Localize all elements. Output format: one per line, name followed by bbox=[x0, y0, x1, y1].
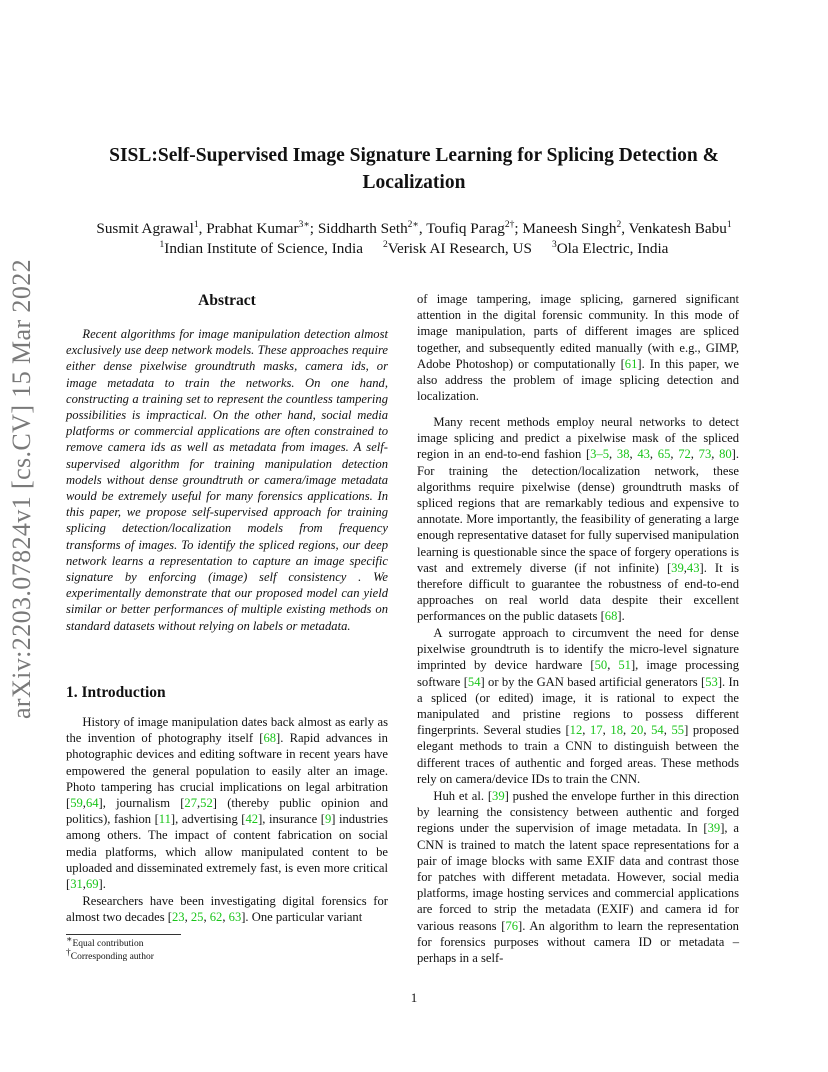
citation-link[interactable]: 54 bbox=[651, 723, 664, 738]
text-run: Huh et al. [ bbox=[433, 789, 493, 803]
citation-link[interactable]: 64 bbox=[85, 796, 99, 811]
text-run: ]. In this paper, we also address the problem of image splicing detection and localization. bbox=[417, 356, 739, 404]
abstract-heading: Abstract bbox=[198, 292, 256, 309]
affiliation bbox=[160, 240, 363, 257]
affiliation bbox=[383, 240, 532, 257]
text-run: ]. An algorithm to learn the representation for forensics purposes without camera ID or metadata – perhaps in a self- bbox=[417, 918, 739, 966]
citation-link[interactable]: 68 bbox=[263, 731, 277, 746]
author-separator: , bbox=[198, 220, 207, 237]
arxiv-stamp bbox=[2, 258, 42, 720]
intro-paragraph bbox=[66, 893, 388, 925]
author-separator: , bbox=[621, 220, 629, 237]
citation-link[interactable]: 51 bbox=[618, 658, 631, 673]
citation-link[interactable]: 62 bbox=[209, 910, 223, 925]
citation-link[interactable]: 72 bbox=[678, 447, 691, 462]
citation-link[interactable]: 11 bbox=[158, 812, 171, 827]
citation-link[interactable]: 68 bbox=[604, 609, 618, 624]
footnote-divider bbox=[66, 934, 181, 935]
body-paragraph bbox=[417, 625, 739, 787]
text-run: A surrogate approach to circumvent the need for dense pixelwise groundtruth is to identify the micro-level signature imprinted by device hardware [ bbox=[417, 626, 739, 673]
text-run: , bbox=[582, 723, 591, 738]
citation-link[interactable]: 55 bbox=[671, 723, 685, 738]
author-name: Venkatesh Babu bbox=[628, 220, 727, 237]
text-run: ], insurance [ bbox=[258, 812, 325, 827]
text-run: ], a CNN is trained to match the latent space representations for a pair of image blocks with same EXIF data and contrast those for patches with different metadata. However, social media platforms, image hosting services and commercial applications are forced to strip the metadata (EXIF) and camera id for various reasons [ bbox=[417, 821, 739, 933]
text-run: , bbox=[690, 447, 699, 462]
citation-link[interactable]: 39 bbox=[671, 560, 684, 575]
citation-link[interactable]: 3–5 bbox=[590, 447, 610, 462]
footnote-mark: † bbox=[66, 947, 71, 958]
paper-title bbox=[60, 142, 768, 196]
text-run: , bbox=[184, 910, 191, 925]
intro-paragraph bbox=[66, 714, 388, 892]
author-separator: ; bbox=[309, 220, 318, 237]
text-run: Researchers have been investigating digital forensics for almost two decades [ bbox=[66, 894, 388, 925]
text-run: ]. Rapid advances in photographic devices and editing software in recent years have empowered the general population to easily alter an image. Photo tampering has crucial implications on legal arbitration [ bbox=[66, 731, 388, 811]
text-run: , bbox=[711, 447, 720, 462]
author-affiliation-mark: 3∗ bbox=[298, 219, 310, 230]
affiliation-name: Ola Electric, India bbox=[556, 240, 669, 257]
citation-link[interactable]: 53 bbox=[705, 674, 718, 689]
citation-link[interactable]: 25 bbox=[190, 910, 204, 925]
text-run: , bbox=[82, 796, 86, 811]
citation-link[interactable]: 27 bbox=[184, 796, 198, 811]
text-run: , bbox=[622, 723, 631, 738]
body-paragraph bbox=[417, 788, 739, 966]
text-run: ]. For training the detection/localization network, these algorithms require pixelwise (dense) groundtruth masks of spliced regions that are remarkably tedious and expensive to annotate. More importantly, the feasibility of generating a large enough representative dataset for fully supervised manipulation learning is questionable since the space of forgery operations is vast and extremely diverse (if not infinite) [ bbox=[417, 447, 740, 575]
citation-link[interactable]: 39 bbox=[707, 821, 721, 836]
citation-link[interactable]: 43 bbox=[686, 560, 700, 575]
text-run: ]. In a spliced (or edited) image, it is rational to expect the manipulated and pristine regions to possess different fingerprints. Several studies [ bbox=[417, 674, 739, 738]
affiliation-mark: 3 bbox=[551, 239, 557, 250]
text-run: ]. One particular variant bbox=[241, 910, 363, 925]
author-affiliation-mark: 2∗ bbox=[407, 219, 419, 230]
text-run: , bbox=[663, 723, 672, 738]
citation-link[interactable]: 73 bbox=[698, 447, 712, 462]
author-affiliation-mark: 1 bbox=[726, 219, 732, 230]
citation-link[interactable]: 39 bbox=[492, 789, 505, 803]
footnote-equal-contribution bbox=[66, 934, 144, 950]
citation-link[interactable]: 52 bbox=[200, 796, 213, 811]
text-run: , bbox=[609, 447, 617, 462]
author-affiliation-mark: 1 bbox=[193, 219, 199, 230]
text-run: , bbox=[203, 910, 210, 925]
text-run: , bbox=[649, 447, 658, 462]
text-run: ]. bbox=[617, 609, 625, 624]
text-run: ] pushed the envelope further in this direction by learning the consistency between authentic and forged regions under the supervision of image metadata. In [ bbox=[417, 789, 739, 836]
author-name: Toufiq Parag bbox=[426, 220, 505, 237]
text-run: , bbox=[82, 877, 86, 892]
section-heading-introduction: 1. Introduction bbox=[66, 684, 166, 701]
citation-link[interactable]: 59 bbox=[70, 796, 83, 811]
text-run: ]. bbox=[98, 877, 106, 892]
citation-link[interactable]: 61 bbox=[624, 356, 638, 371]
author-separator: , bbox=[418, 220, 427, 237]
body-paragraph bbox=[417, 414, 739, 625]
affiliation bbox=[552, 240, 669, 257]
affiliation-mark: 1 bbox=[159, 239, 165, 250]
author-name: Siddharth Seth bbox=[317, 220, 408, 237]
citation-link[interactable]: 80 bbox=[719, 447, 732, 462]
citation-link[interactable]: 20 bbox=[630, 723, 644, 738]
footnote-corresponding-author bbox=[66, 947, 154, 963]
citation-link[interactable]: 50 bbox=[594, 658, 608, 673]
citation-link[interactable]: 69 bbox=[85, 877, 99, 892]
affiliation-list bbox=[40, 239, 788, 259]
citation-link[interactable]: 42 bbox=[245, 812, 259, 827]
text-run: ] proposed elegant methods to train a CNN to distinguish between the different traces of authentic and forged areas. These methods rely on camera/device IDs to train the CNN. bbox=[417, 723, 740, 786]
text-run: , bbox=[629, 447, 638, 462]
citation-link[interactable]: 23 bbox=[171, 910, 185, 925]
footnote-text: Equal contribution bbox=[72, 939, 144, 949]
citation-link[interactable]: 18 bbox=[610, 723, 623, 738]
text-run: of image tampering, image splicing, garnered significant attention in the digital forensic community. In this mode of image manipulation, parts of different images are spliced together, and subsequently edited manually (with e.g., GIMP, Adobe Photoshop) or computationally [ bbox=[417, 292, 739, 371]
text-run: , bbox=[222, 910, 229, 925]
citation-link[interactable]: 65 bbox=[657, 447, 671, 462]
text-run: , bbox=[683, 560, 687, 575]
body-paragraph bbox=[417, 291, 739, 404]
citation-link[interactable]: 9 bbox=[324, 812, 332, 827]
citation-link[interactable]: 76 bbox=[505, 918, 519, 933]
text-run: Many recent methods employ neural networks to detect image splicing and predict a pixelwise mask of the spliced region in an end-to-end fashion [ bbox=[417, 415, 739, 462]
text-run: , bbox=[643, 723, 652, 738]
abstract-text: Recent algorithms for image manipulation detection almost exclusively use deep network models. These approaches require either dense pixelwise groundtruth masks, camera ids, or image metadata to train the networks. On one hand, constructing a training set to represent the countless tampering possibilities is impractical. On the other hand, social media platforms or commercial applications are often constrained to remove camera ids as well as metadata from images. A self-supervised algorithm for training manipulation detection models without dense groundtruth or camera/image metadata would be extremely useful for many forensics applications. In this paper, we propose self-supervised approach for training splicing detection/localization models from frequency transforms of images. To identify the spliced regions, our deep network learns a representation to capture an image specific signature by enforcing (image) self consistency . We experimentally demonstrate that our proposed model can yield similar or better performances of multiple existing methods on standard datasets without relying on labels or metadata. bbox=[66, 327, 388, 633]
author-name: Susmit Agrawal bbox=[96, 220, 194, 237]
title-line-2: Localization bbox=[362, 172, 466, 193]
footnote-mark: ∗ bbox=[66, 934, 73, 945]
citation-link[interactable]: 63 bbox=[228, 910, 242, 925]
text-run: ], image processing software [ bbox=[417, 658, 740, 689]
arxiv-id[interactable]: arXiv:2203.07824v1 [cs.CV] 15 Mar 2022 bbox=[7, 258, 36, 720]
title-line-1: SISL:Self-Supervised Image Signature Learning for Splicing Detection & bbox=[109, 145, 719, 166]
author-list bbox=[40, 219, 788, 239]
text-run: , bbox=[602, 723, 611, 738]
text-run: ], journalism [ bbox=[98, 796, 185, 811]
text-run: ] (thereby public opinion and politics), fashion [ bbox=[66, 796, 388, 827]
affiliation-name: Indian Institute of Science, India bbox=[164, 240, 363, 257]
citation-link[interactable]: 43 bbox=[637, 447, 650, 462]
author-name: Prabhat Kumar bbox=[206, 220, 299, 237]
text-run: ], advertising [ bbox=[170, 812, 246, 827]
page-number: 1 bbox=[410, 990, 418, 1005]
affiliation-name: Verisk AI Research, US bbox=[387, 240, 532, 257]
citation-link[interactable]: 17 bbox=[590, 723, 603, 738]
author-separator: ; bbox=[514, 220, 523, 237]
text-run: , bbox=[670, 447, 679, 462]
citation-link[interactable]: 54 bbox=[467, 674, 481, 689]
citation-link[interactable]: 31 bbox=[70, 877, 83, 892]
text-run: ]. It is therefore difficult to guarantee the robustness of end-to-end approaches on real world data despite their excellent performances on the public datasets [ bbox=[417, 560, 739, 624]
text-run: History of image manipulation dates back almost as early as the invention of photography itself [ bbox=[66, 715, 388, 746]
citation-link[interactable]: 12 bbox=[569, 723, 583, 738]
text-run: , bbox=[607, 658, 619, 673]
citation-link[interactable]: 38 bbox=[616, 447, 630, 462]
text-run: , bbox=[197, 796, 201, 811]
text-run: ] industries among others. The impact of content fabrication on social media platforms, which allow manipulated content to be uploaded and disseminated extremely fast, is even more critical [ bbox=[66, 812, 388, 892]
author-name: Maneesh Singh bbox=[522, 220, 617, 237]
footnote-text: Corresponding author bbox=[70, 952, 154, 962]
author-affiliation-mark: 2 bbox=[616, 219, 622, 230]
author-affiliation-mark: 2† bbox=[504, 219, 515, 230]
affiliation-mark: 2 bbox=[382, 239, 388, 250]
text-run: ] or by the GAN based artificial generators [ bbox=[480, 674, 706, 689]
